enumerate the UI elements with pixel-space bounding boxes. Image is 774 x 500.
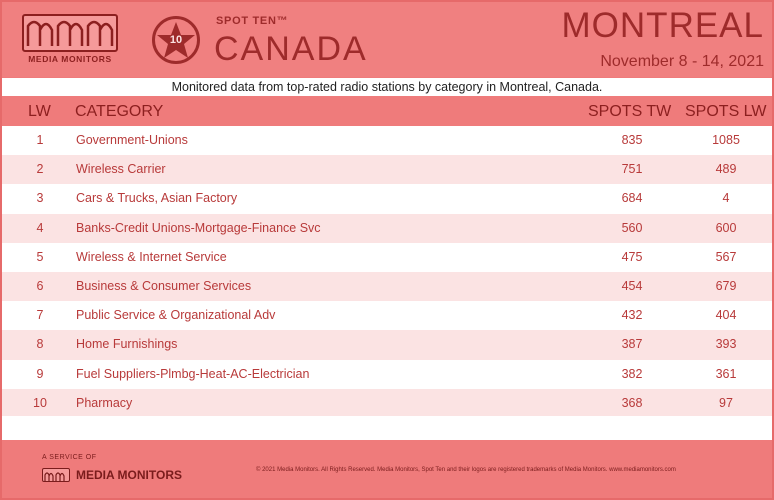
rank-cell: 10 bbox=[33, 395, 47, 410]
table-row bbox=[2, 360, 772, 389]
table-row bbox=[2, 126, 772, 155]
category-cell: Cars & Trucks, Asian Factory bbox=[76, 191, 238, 206]
spots-tw-cell: 475 bbox=[621, 249, 643, 264]
column-header-spots-lw: SPOTS LW bbox=[685, 103, 767, 120]
rank-cell: 3 bbox=[36, 191, 44, 206]
category-cell: Banks-Credit Unions-Mortgage-Finance Svc bbox=[76, 220, 321, 235]
table-row bbox=[2, 272, 772, 301]
media-monitors-logo bbox=[22, 14, 118, 64]
table-row bbox=[2, 155, 772, 184]
spots-lw-cell: 567 bbox=[715, 249, 737, 264]
rank-cell: 1 bbox=[36, 133, 44, 147]
spot-ten-label: SPOT TEN™ bbox=[216, 15, 289, 27]
spots-lw-cell: 4 bbox=[722, 191, 730, 206]
table-body bbox=[2, 126, 772, 418]
column-header-spots-tw: SPOTS TW bbox=[588, 103, 672, 120]
date-range: November 8 - 14, 2021 bbox=[600, 53, 764, 70]
rank-cell: 7 bbox=[36, 308, 44, 323]
spots-tw-cell: 835 bbox=[621, 133, 643, 147]
badge-number: 10 bbox=[169, 34, 183, 46]
table-row bbox=[2, 330, 772, 359]
copyright-notice: © 2021 Media Monitors. All Rights Reserved. Media Monitors, Spot Ten and their logos are registered trademarks of Media Monitors. www.mediamonitors.com bbox=[256, 467, 676, 473]
spots-tw-cell: 751 bbox=[621, 162, 643, 177]
waveform-icon bbox=[22, 14, 118, 52]
category-cell: Pharmacy bbox=[76, 395, 133, 410]
report-subtitle: Monitored data from top-rated radio stations by category in Montreal, Canada. bbox=[2, 78, 772, 96]
table-row bbox=[2, 184, 772, 213]
table-row bbox=[2, 389, 772, 418]
spots-tw-cell: 454 bbox=[621, 278, 643, 293]
spot-ten-star-icon bbox=[152, 16, 200, 64]
spots-lw-cell: 600 bbox=[715, 220, 737, 235]
rank-cell: 4 bbox=[36, 220, 44, 235]
logo-text: MEDIA MONITORS bbox=[28, 54, 112, 64]
service-label: A SERVICE OF bbox=[42, 454, 97, 461]
spots-lw-cell: 404 bbox=[715, 308, 737, 323]
rank-cell: 5 bbox=[36, 249, 44, 264]
spots-tw-cell: 387 bbox=[621, 337, 643, 352]
table-row bbox=[2, 243, 772, 272]
spots-lw-cell: 361 bbox=[715, 366, 737, 381]
table-header bbox=[2, 98, 772, 126]
city-title: MONTREAL bbox=[561, 6, 764, 45]
report-footer bbox=[2, 440, 772, 498]
spots-tw-cell: 432 bbox=[621, 308, 643, 323]
spots-tw-cell: 382 bbox=[621, 366, 643, 381]
spots-tw-cell: 368 bbox=[621, 395, 643, 410]
table-row bbox=[2, 301, 772, 330]
category-cell: Government-Unions bbox=[76, 133, 188, 147]
spots-lw-cell: 97 bbox=[719, 395, 733, 410]
table-spacer bbox=[2, 416, 772, 440]
category-cell: Public Service & Organizational Adv bbox=[76, 308, 276, 323]
rank-cell: 8 bbox=[36, 337, 44, 352]
spots-tw-cell: 684 bbox=[621, 191, 643, 206]
report-header bbox=[2, 2, 772, 77]
category-cell: Wireless Carrier bbox=[76, 162, 166, 177]
category-cell: Home Furnishings bbox=[76, 337, 178, 352]
rank-cell: 2 bbox=[36, 162, 44, 177]
category-cell: Business & Consumer Services bbox=[76, 278, 252, 293]
brand-country: CANADA bbox=[214, 30, 368, 68]
footer-logo-text: MEDIA MONITORS bbox=[76, 468, 183, 482]
category-cell: Fuel Suppliers-Plmbg-Heat-AC-Electrician bbox=[76, 366, 310, 381]
spots-tw-cell: 560 bbox=[621, 220, 643, 235]
footer-waveform-icon bbox=[42, 468, 70, 482]
rank-cell: 6 bbox=[36, 278, 44, 293]
column-header-lw: LW bbox=[28, 103, 51, 120]
column-header-category: CATEGORY bbox=[75, 103, 164, 120]
spots-lw-cell: 393 bbox=[715, 337, 737, 352]
table-row bbox=[2, 214, 772, 243]
spots-lw-cell: 489 bbox=[715, 162, 737, 177]
spots-lw-cell: 1085 bbox=[712, 133, 740, 147]
category-cell: Wireless & Internet Service bbox=[76, 249, 227, 264]
rank-cell: 9 bbox=[36, 366, 44, 381]
spots-lw-cell: 679 bbox=[715, 278, 737, 293]
